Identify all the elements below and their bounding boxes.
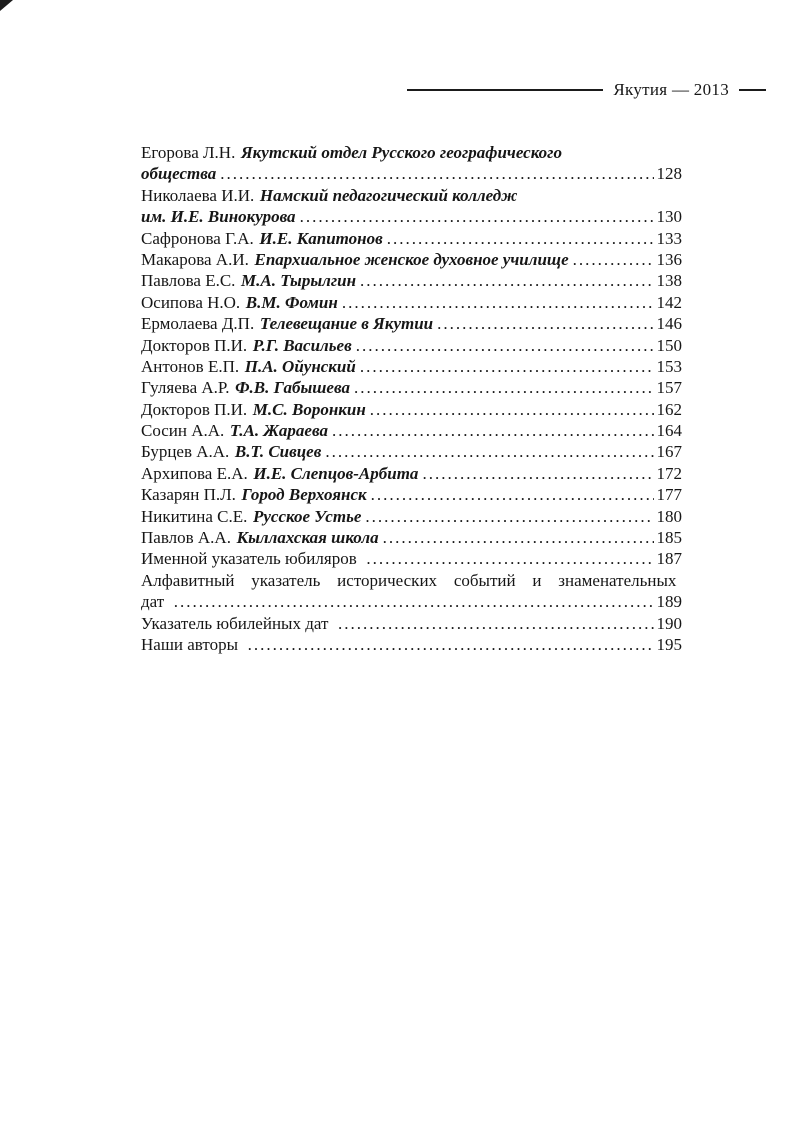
dot-leader (437, 313, 653, 334)
toc-entry-line (141, 548, 682, 569)
toc-title: И.Е. Капитонов (259, 228, 383, 248)
running-header (407, 80, 766, 100)
toc-title: Город Верхоянск (241, 485, 367, 505)
toc-page-number: 130 (656, 207, 682, 227)
toc-page-number: 190 (656, 613, 682, 633)
toc-author: Антонов Е.П. (141, 356, 240, 376)
toc-author: Никитина С.Е. (141, 506, 248, 526)
dot-leader (354, 377, 654, 398)
toc-entry-line (141, 270, 682, 291)
toc-page-number: 167 (656, 442, 682, 462)
toc-entry-line (141, 463, 682, 484)
toc-page-number: 138 (656, 271, 682, 291)
toc-title: Кыллахская школа (236, 528, 379, 548)
dot-leader (248, 634, 654, 655)
toc-entry-line (141, 399, 682, 420)
toc-page-number: 157 (656, 378, 682, 398)
toc-title: им. И.Е. Винокурова (141, 207, 296, 227)
toc-entry-line (141, 185, 682, 206)
toc-page-number: 189 (656, 592, 682, 612)
toc-entry-line (141, 377, 682, 398)
toc-entry-line (141, 228, 682, 249)
dot-leader (360, 356, 654, 377)
toc-entry-line (141, 570, 682, 591)
toc-author: Казарян П.Л. (141, 485, 236, 505)
toc-author: Сосин А.А. (141, 421, 225, 441)
toc-entry-line (141, 292, 682, 313)
toc-author: Сафронова Г.А. (141, 228, 254, 248)
dot-leader (174, 591, 654, 612)
dot-leader (366, 548, 653, 569)
toc-author: Докторов П.И. (141, 399, 248, 419)
toc-title: Р.Г. Васильев (252, 335, 352, 355)
dot-leader (332, 420, 654, 441)
toc-entry-line (141, 163, 682, 184)
toc-title: Якутский отдел Русского географического (240, 143, 562, 162)
toc-page-number: 187 (656, 549, 682, 569)
dot-leader (422, 463, 653, 484)
toc-entry-line (141, 506, 682, 527)
toc-page-number: 133 (656, 228, 682, 248)
dot-leader (356, 335, 654, 356)
toc-title: И.Е. Слепцов-Арбита (253, 463, 419, 483)
toc-entry-line (141, 484, 682, 505)
header-rule-right (739, 89, 766, 91)
toc-author: Николаева И.И. (141, 185, 255, 205)
toc-entry-line (141, 613, 682, 634)
toc-page-number: 172 (656, 463, 682, 483)
toc-author: Архипова Е.А. (141, 463, 248, 483)
dot-leader (371, 484, 654, 505)
toc-author: Осипова Н.О. (141, 292, 241, 312)
toc-title: Намский педагогический колледж (259, 185, 518, 205)
dot-leader (325, 441, 653, 462)
scan-artifact (0, 0, 13, 11)
toc-author: Докторов П.И. (141, 335, 248, 355)
toc-author: Павлов А.А. (141, 528, 231, 548)
toc-title: М.А. Тырылгин (241, 271, 357, 291)
toc-entry-text: Алфавитный указатель исторических событий и знаменательных (141, 570, 677, 590)
toc-entry-line (141, 356, 682, 377)
toc-page-number: 136 (656, 249, 682, 269)
toc-page-number: 142 (656, 292, 682, 312)
toc-author: Гуляева А.Р. (141, 378, 230, 398)
toc-entry-line (141, 591, 682, 612)
toc-page-number: 162 (656, 399, 682, 419)
dot-leader (342, 292, 654, 313)
toc-entry-line (141, 527, 682, 548)
dot-leader (300, 206, 654, 227)
toc-title: М.С. Воронкин (252, 399, 366, 419)
toc-author: Егорова Л.Н. (141, 143, 236, 162)
toc-entry-text: Указатель юбилейных дат (141, 613, 329, 633)
toc-page-number: 180 (656, 506, 682, 526)
toc-entry-line (141, 441, 682, 462)
toc-author: Макарова А.И. (141, 249, 249, 269)
toc-page-number: 128 (656, 164, 682, 184)
toc-entry-line (141, 313, 682, 334)
dot-leader (220, 163, 653, 184)
toc-entry-line (141, 206, 682, 227)
toc-author: Ермолаева Д.П. (141, 314, 255, 334)
dot-leader (360, 270, 653, 291)
dot-leader (370, 399, 654, 420)
toc-entry-text: Наши авторы (141, 634, 239, 654)
toc-page-number: 146 (656, 314, 682, 334)
dot-leader (383, 527, 654, 548)
toc-entry-text: дат (141, 592, 165, 612)
dot-leader (365, 506, 653, 527)
toc-author: Павлова Е.С. (141, 271, 236, 291)
toc-title: В.Т. Сивцев (234, 442, 322, 462)
dot-leader (387, 228, 654, 249)
table-of-contents (141, 142, 682, 655)
toc-title: Ф.В. Габышева (235, 378, 350, 398)
toc-title: Т.А. Жараева (229, 421, 328, 441)
toc-entry-line (141, 634, 682, 655)
toc-page-number: 195 (656, 634, 682, 654)
toc-page-number: 177 (656, 485, 682, 505)
toc-page-number: 185 (656, 528, 682, 548)
toc-page-number: 153 (656, 356, 682, 376)
toc-title: П.А. Ойунский (244, 356, 356, 376)
header-rule-left (407, 89, 603, 91)
toc-title: Епархиальное женское духовное училище (254, 249, 569, 269)
toc-entry-line (141, 420, 682, 441)
toc-page-number: 150 (656, 335, 682, 355)
dot-leader (338, 613, 653, 634)
toc-entry-line (141, 249, 682, 270)
toc-author: Бурцев А.А. (141, 442, 230, 462)
toc-entry-text: Именной указатель юбиляров (141, 549, 357, 569)
toc-title: общества (141, 164, 217, 184)
toc-title: Русское Устье (252, 506, 362, 526)
toc-entry-line (141, 335, 682, 356)
toc-title: Телевещание в Якутии (259, 314, 434, 334)
toc-entry-line (141, 142, 682, 163)
toc-page-number: 164 (656, 421, 682, 441)
header-title: Якутия — 2013 (613, 80, 729, 99)
dot-leader (573, 249, 654, 270)
toc-title: В.М. Фомин (245, 292, 338, 312)
